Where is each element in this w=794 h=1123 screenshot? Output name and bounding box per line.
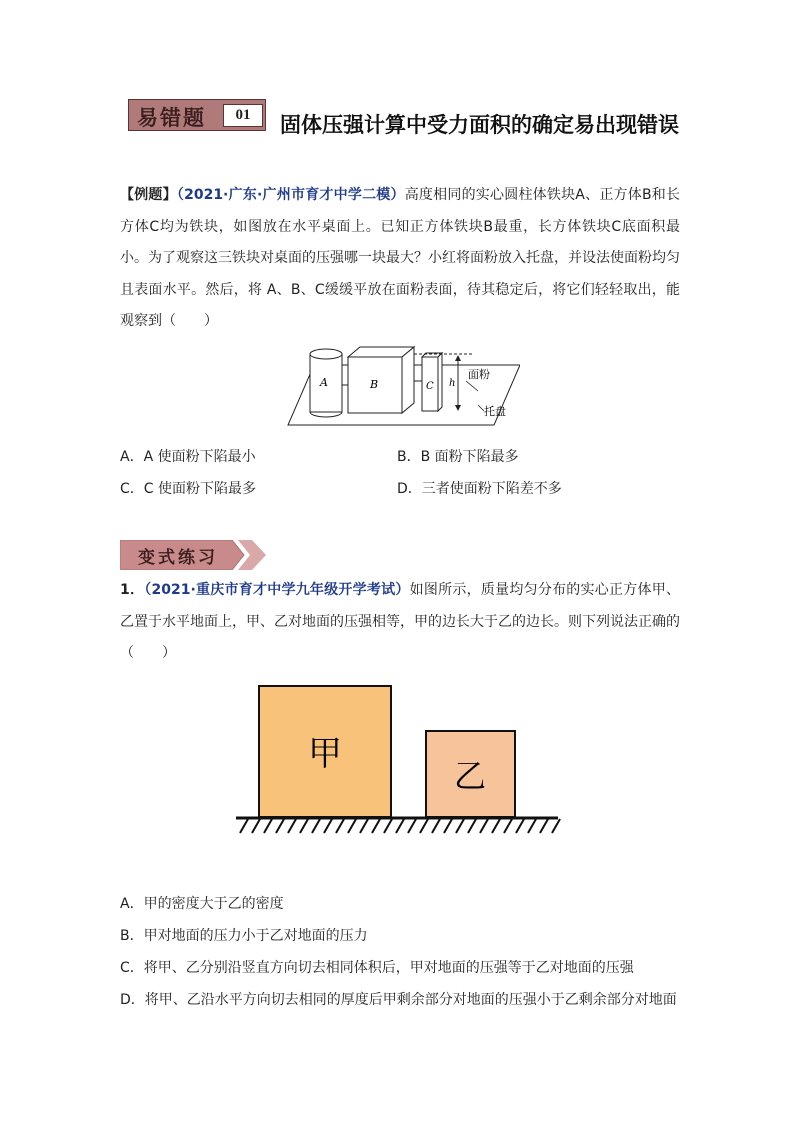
q1-text: 如图所示，质量均匀分布的实心正方体甲、乙置于水平地面上，甲、乙对地面的压强相等，甲的边长大于乙的边长。则下列说法正确的（ ） [120, 582, 680, 661]
example-option-d: D．三者使面粉下陷差不多 [397, 481, 562, 497]
label-flour: 面粉 [468, 368, 490, 381]
flour-tray-figure [280, 345, 520, 427]
example-question [120, 180, 680, 338]
label-h: h [449, 378, 456, 389]
q1-number: 1． [120, 582, 145, 598]
cubes-figure [232, 683, 562, 843]
label-tray: 托盘 [484, 405, 506, 418]
cylinder-a [310, 349, 342, 417]
label-b: B [370, 378, 379, 391]
badge-number: 01 [223, 104, 263, 127]
label-a: A [320, 376, 328, 389]
practice-banner [120, 540, 270, 570]
q1-option-d: D．将甲、乙沿水平方向切去相同的厚度后甲剩余部分对地面的压强小于乙剩余部分对地面 [120, 992, 677, 1008]
q1-option-b: B．甲对地面的压力小于乙对地面的压力 [120, 928, 368, 944]
example-source: （2021·广东·广州市育才中学二模） [176, 187, 405, 203]
q1-option-a: A．甲的密度大于乙的密度 [120, 896, 284, 912]
error-badge [128, 99, 266, 131]
label-yi: 乙 [453, 757, 487, 795]
ground-hatching [240, 819, 560, 833]
cuboid-c [422, 353, 442, 411]
example-tag: 【例题】 [120, 187, 177, 203]
example-option-b: B．B 面粉下陷最多 [397, 449, 519, 465]
q1-option-c: C．将甲、乙分别沿竖直方向切去相同体积后，甲对地面的压强等于乙对地面的压强 [120, 960, 634, 976]
practice-label: 变式练习 [138, 548, 218, 568]
cube-b [348, 347, 414, 413]
practice-question-1 [120, 575, 680, 670]
badge-label: 易错题 [137, 105, 206, 130]
label-jia: 甲 [308, 734, 342, 774]
example-option-a: A．A 使面粉下陷最小 [120, 449, 256, 465]
example-text: 高度相同的实心圆柱体铁块A、正方体B和长方体C均为铁块，如图放在水平桌面上。已知正方体铁块B最重，长方体铁块C底面积最小。为了观察这三铁块对桌面的压强哪一块最大？小红将面粉放入托盘，并设法使面粉均匀且表面水平。然后，将 A、B、C缓缓平放在面粉表面，待其稳定后，将它们轻轻取出，能观察到（ ） [120, 187, 681, 329]
example-option-c: C．C 使面粉下陷最多 [120, 481, 257, 497]
page-title: 固体压强计算中受力面积的确定易出现错误 [280, 113, 679, 137]
q1-source: （2021·重庆市育才中学九年级开学考试） [144, 582, 410, 598]
label-c: C [426, 381, 434, 392]
